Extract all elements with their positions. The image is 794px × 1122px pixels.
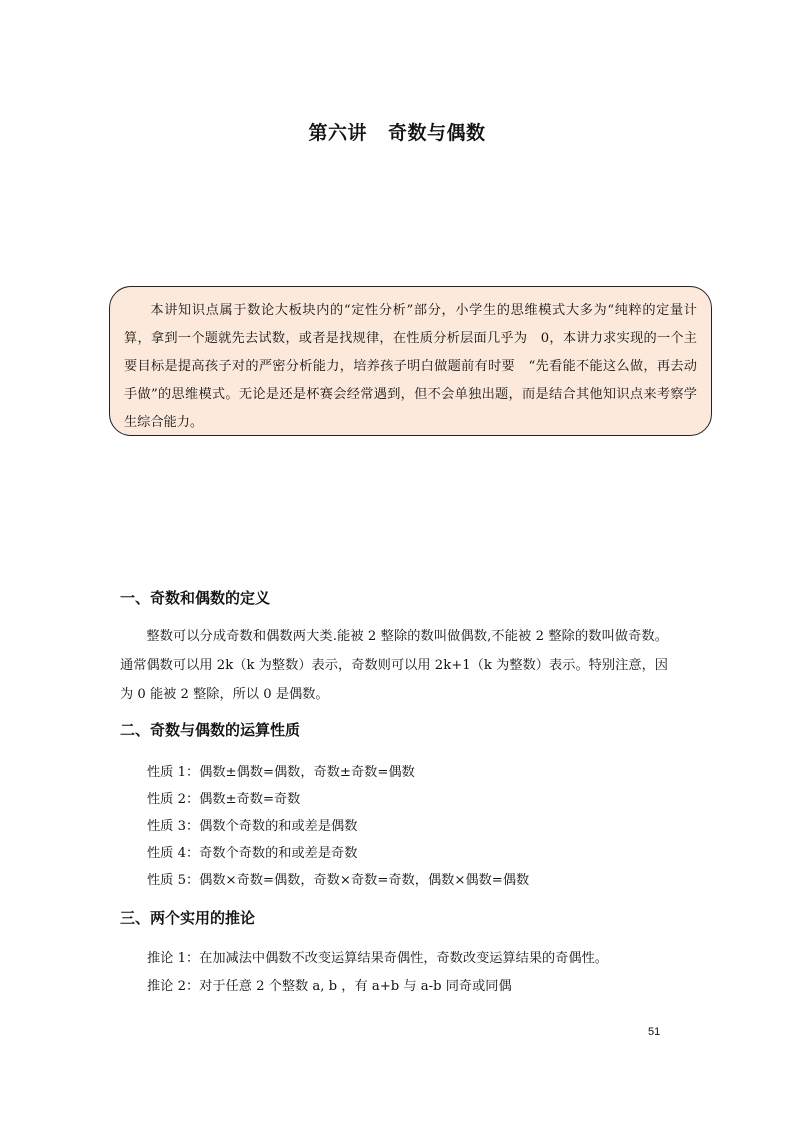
property-item: 性质 3：偶数个奇数的和或差是偶数 [147, 819, 358, 834]
property-item: 性质 4：奇数个奇数的和或差是奇数 [147, 846, 358, 861]
section-heading-definition: 一、奇数和偶数的定义 [120, 589, 271, 607]
definition-paragraph: 整数可以分成奇数和偶数两大类.能被 2 整除的数叫做偶数,不能被 2 整除的数叫做奇数。通常偶数可以用 2k（k 为整数）表示，奇数则可以用 2k+1（k 为整数）表示。特别注意，因为 0 能被 2 整除，所以 0 是偶数。 [120, 629, 668, 702]
corollary-item: 推论 1：在加减法中偶数不改变运算结果奇偶性，奇数改变运算结果的奇偶性。 [147, 951, 608, 966]
intro-box: 本讲知识点属于数论大板块内的“定性分析”部分，小学生的思维模式大多为“纯粹的定量计算，拿到一个题就先去试数，或者是找规律，在性质分析层面几乎为 0，本讲力求实现的一个主要目标是提高孩子对的严密分析能力，培养孩子明白做题前有时要 “先看能不能这么做，再去动手做”的思维模式。无论是还是杯赛会经常遇到，但不会单独出题，而是结合其他知识点来考察学生综合能力。 [109, 286, 712, 436]
page-number: 51 [648, 1026, 661, 1038]
property-item: 性质 5：偶数×奇数=偶数，奇数×奇数=奇数，偶数×偶数=偶数 [147, 873, 530, 888]
property-item: 性质 2：偶数±奇数=奇数 [147, 792, 301, 807]
section-heading-properties: 二、奇数与偶数的运算性质 [120, 721, 301, 739]
page-title: 第六讲 奇数与偶数 [308, 122, 486, 144]
corollary-item: 推论 2：对于任意 2 个整数 a, b ，有 a+b 与 a-b 同奇或同偶 [147, 979, 512, 994]
property-item: 性质 1：偶数±偶数=偶数，奇数±奇数=偶数 [147, 765, 415, 780]
section-heading-corollaries: 三、两个实用的推论 [120, 909, 256, 927]
